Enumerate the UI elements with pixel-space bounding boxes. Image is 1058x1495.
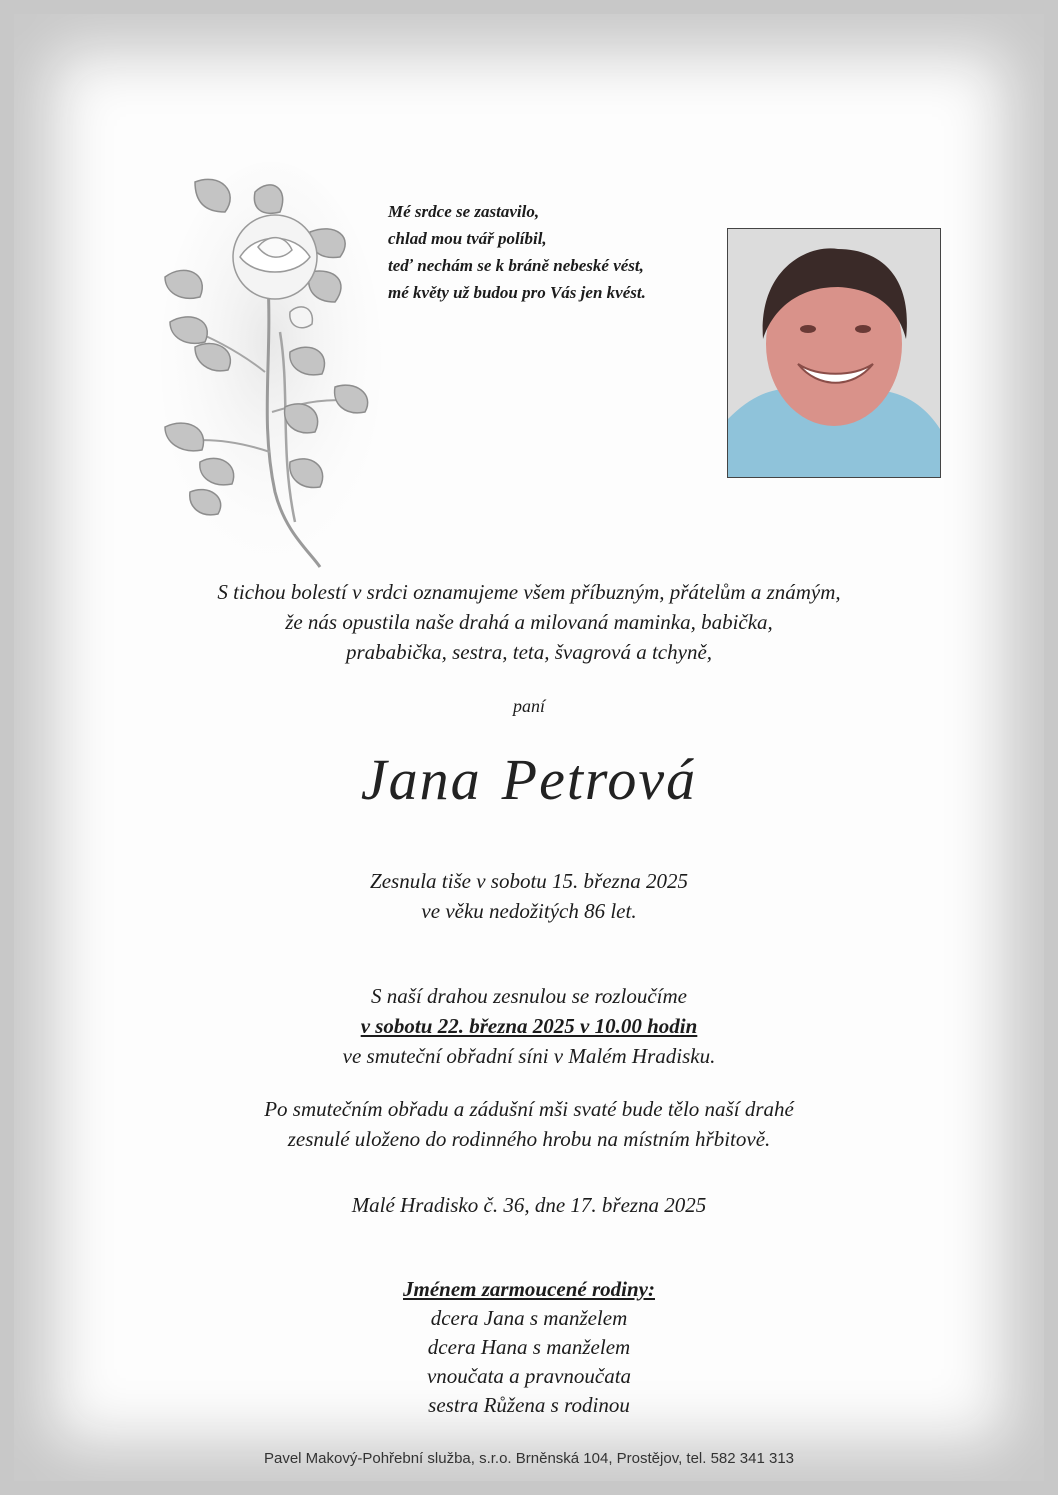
poem-line: Mé srdce se zastavilo, (388, 202, 540, 221)
deceased-first-name: Jana (360, 747, 482, 812)
portrait-image (728, 229, 940, 477)
farewell-info (0, 981, 1058, 1071)
deceased-last-name: Petrová (501, 747, 698, 812)
family-member: dcera Hana s manželem (427, 1335, 631, 1359)
family-member: sestra Růžena s rodinou (428, 1393, 630, 1417)
burial-line: Po smutečním obřadu a zádušní mši svaté bude tělo naší drahé (264, 1097, 794, 1121)
deceased-name (0, 745, 1058, 815)
portrait-photo (727, 228, 941, 478)
farewell-venue: ve smuteční obřadní síni v Malém Hradisku. (342, 1044, 716, 1068)
death-line: ve věku nedožitých 86 let. (421, 899, 637, 923)
family-heading: Jménem zarmoucené rodiny: (403, 1277, 655, 1301)
announcement-line: že nás opustila naše drahá a milovaná maminka, babička, (285, 610, 773, 634)
announcement-line: S tichou bolestí v srdci oznamujeme všem příbuzným, přátelům a známým, (217, 580, 841, 604)
poem-line: chlad mou tvář políbil, (388, 229, 547, 248)
death-line: Zesnula tiše v sobotu 15. března 2025 (370, 869, 688, 893)
announcement (0, 577, 1058, 667)
death-info (0, 866, 1058, 926)
funeral-service-footer: Pavel Makový-Pohřební služba, s.r.o. Brněnská 104, Prostějov, tel. 582 341 313 (263, 1450, 795, 1467)
announcement-line: prababička, sestra, teta, švagrová a tchyně, (345, 640, 713, 664)
burial-line: zesnulé uloženo do rodinného hrobu na místním hřbitově. (287, 1127, 771, 1151)
place-date: Malé Hradisko č. 36, dne 17. března 2025 (351, 1193, 707, 1217)
family-signature (0, 1275, 1058, 1420)
farewell-line: S naší drahou zesnulou se rozloučíme (371, 984, 687, 1008)
poem-line: teď nechám se k bráně nebeské vést, (388, 256, 644, 275)
salutation: paní (512, 696, 545, 716)
burial-info (0, 1094, 1058, 1154)
poem-line: mé květy už budou pro Vás jen kvést. (388, 283, 646, 302)
rose-illustration (160, 162, 382, 572)
family-member: vnoučata a pravnoučata (426, 1364, 632, 1388)
farewell-date: v sobotu 22. března 2025 v 10.00 hodin (360, 1014, 698, 1038)
poem (388, 198, 718, 306)
family-member: dcera Jana s manželem (430, 1306, 628, 1330)
